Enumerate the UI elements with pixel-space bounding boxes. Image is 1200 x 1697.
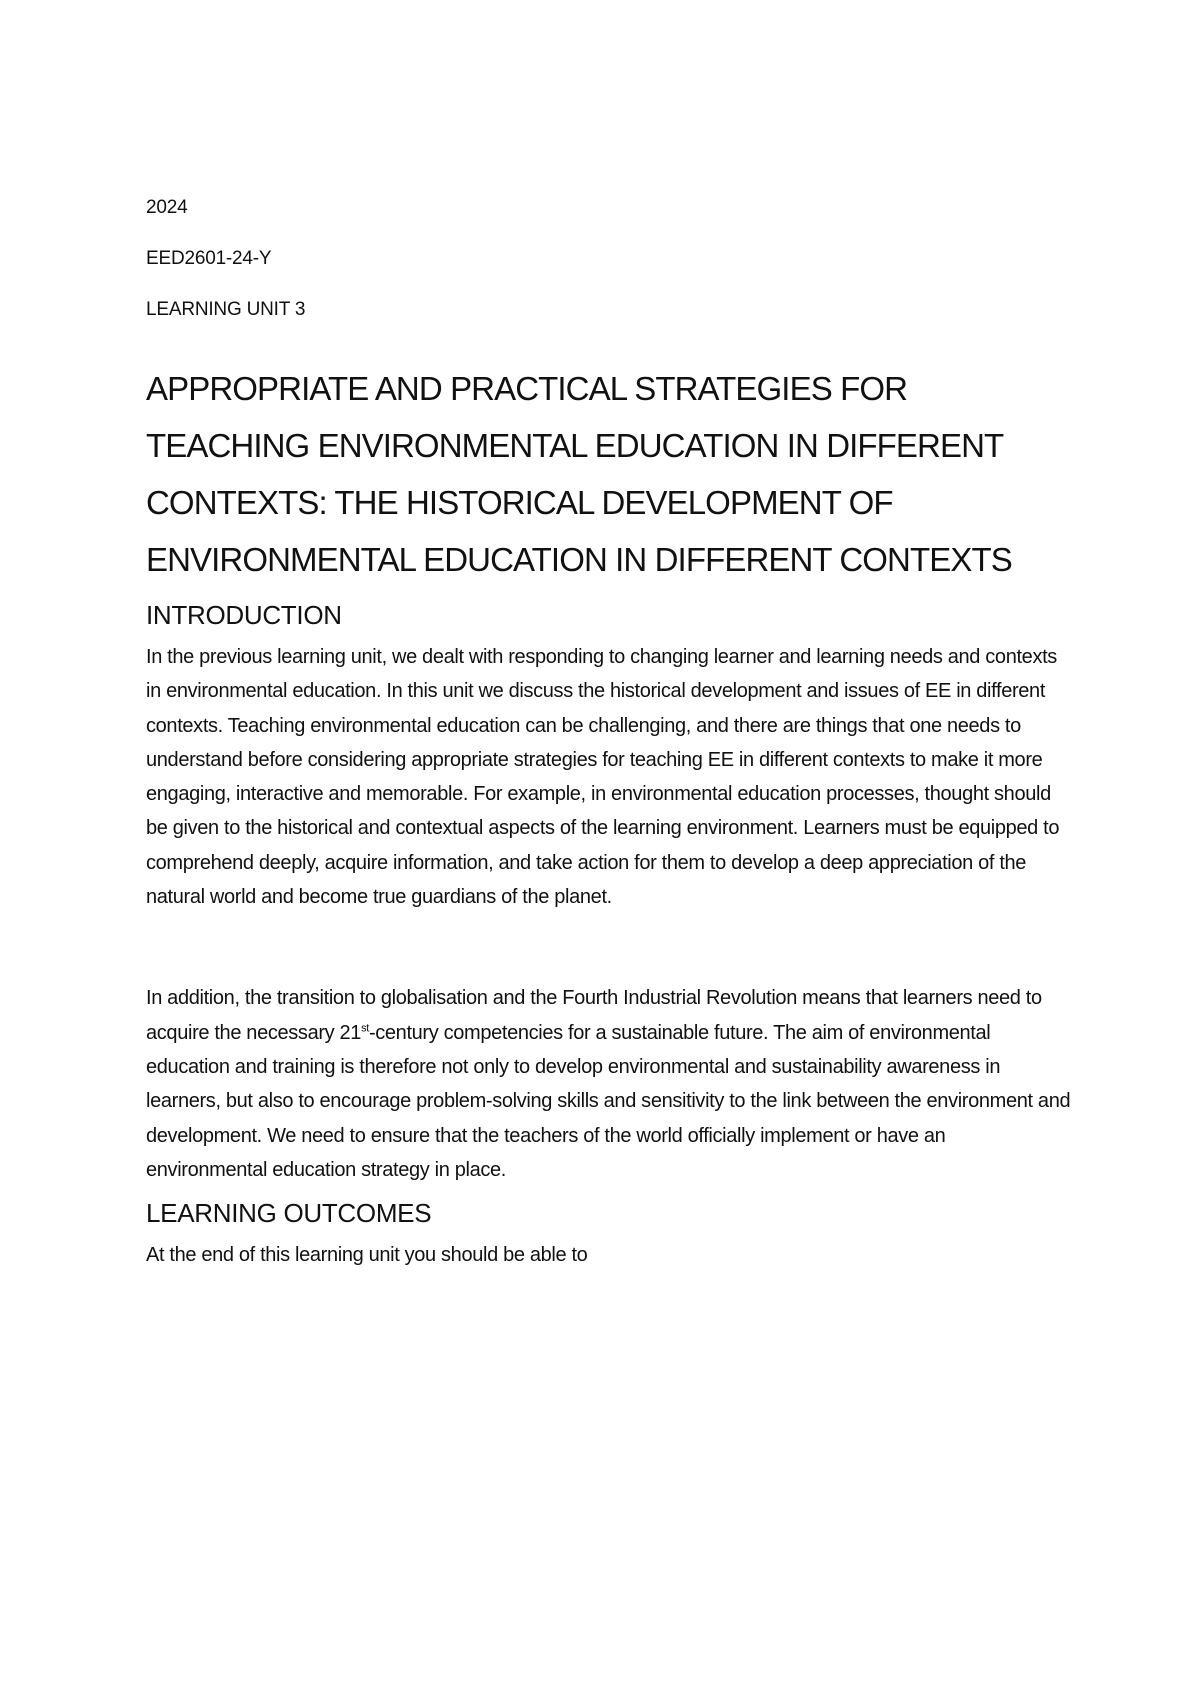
learning-outcomes-intro: At the end of this learning unit you should be able to bbox=[146, 1244, 588, 1267]
introduction-heading: INTRODUCTION bbox=[146, 600, 342, 630]
intro-paragraph-2-after: -century competencies for a sustainable future. The aim of environmental education and training is therefore not only to develop environmental and sustainability awareness in learners, but also to encourage problem-solving skills and sensitivity to the link between the environment and development. We need to ensure that the teachers of the world officially implement or have an environmental education strategy in place. bbox=[146, 1021, 1071, 1181]
intro-paragraph-2-before: In addition, the transition to globalisation and the Fourth Industrial Revolution means that learners need to acquire the necessary 21 bbox=[146, 987, 1042, 1044]
intro-paragraph-1: In the previous learning unit, we dealt with responding to changing learner and learning needs and contexts in environmental education. In this unit we discuss the historical development and issues of EE in different contexts. Teaching environmental education can be challenging, and there are things that one needs to understand before considering appropriate strategies for teaching EE in different contexts to make it more engaging, interactive and memorable. For example, in environmental education processes, thought should be given to the historical and contextual aspects of the learning environment. Learners must be equipped to comprehend deeply, acquire information, and take action for them to develop a deep appreciation of the natural world and become true guardians of the planet. bbox=[146, 646, 1060, 909]
learning-outcomes-heading: LEARNING OUTCOMES bbox=[146, 1198, 432, 1229]
unit-label: LEARNING UNIT 3 bbox=[146, 299, 306, 320]
document-title: APPROPRIATE AND PRACTICAL STRATEGIES FOR TEACHING ENVIRONMENTAL EDUCATION IN DIFFERENT CONTEXTS: THE HISTORICAL DEVELOPMENT OF ENVIRONMENTAL EDUCATION IN DIFFERENT CONTEXTS bbox=[146, 370, 1012, 578]
ordinal-suffix: st bbox=[361, 1022, 369, 1035]
document-year: 2024 bbox=[146, 197, 188, 218]
intro-paragraph-2 bbox=[146, 981, 1071, 1187]
course-code: EED2601-24-Y bbox=[146, 248, 272, 269]
page-content bbox=[146, 196, 1076, 1272]
